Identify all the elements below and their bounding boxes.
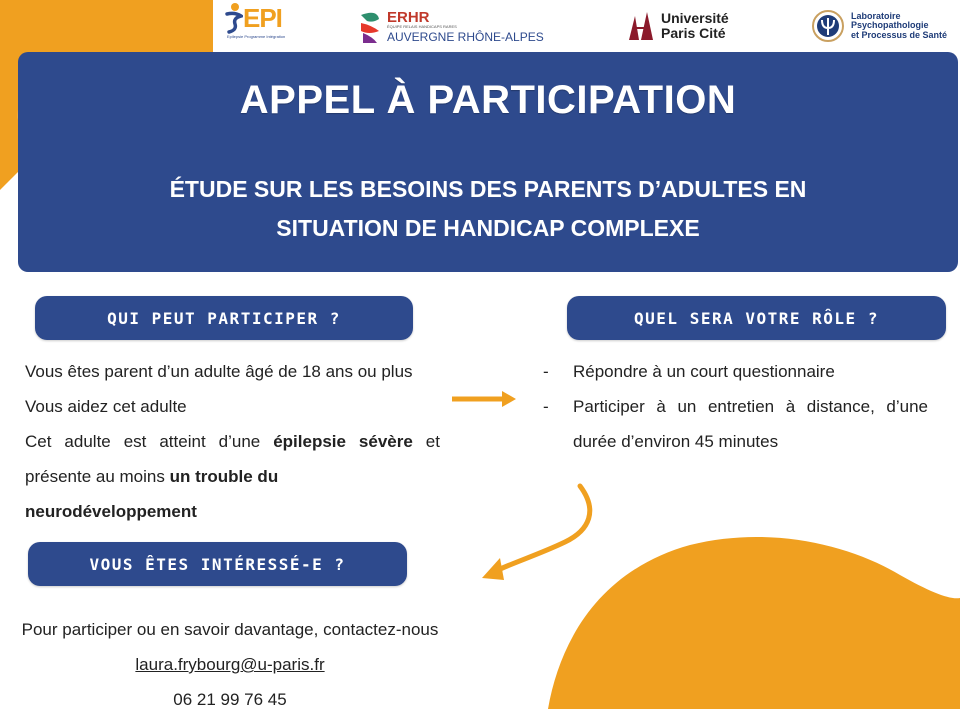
curved-arrow-icon	[470, 480, 610, 590]
eligibility-line3-start: Cet adulte est atteint d’une	[25, 432, 261, 451]
who-can-participate-heading: QUI PEUT PARTICIPER ?	[35, 296, 413, 340]
epi-tagline: Epilepsie Programme Intégration	[227, 34, 286, 39]
contact-intro: Pour participer ou en savoir davantage, contactez-nous	[21, 620, 439, 639]
eligibility-line1: Vous êtes parent d’un adulte âgé de 18 ans ou plus	[25, 362, 413, 381]
university-name-line2: Paris Cité	[661, 25, 726, 41]
laboratoire-logo	[811, 6, 947, 46]
lab-name-line2: Psychopathologie	[851, 20, 929, 31]
banner-subtitle	[18, 170, 958, 248]
erhr-small-caption: ÉQUIPE RELAIS HANDICAPS RARES	[387, 23, 457, 29]
epilepsy-highlight: épilepsie sévère	[273, 432, 413, 451]
role-item-1-text: Répondre à un court questionnaire	[573, 362, 835, 381]
role-item-2-line2: durée d’environ 45 minutes	[573, 432, 779, 451]
banner-subtitle-line2: SITUATION DE HANDICAP COMPLEXE	[276, 215, 700, 241]
epi-logo	[223, 2, 293, 50]
eligibility-line3-end: et	[425, 432, 440, 451]
eligibility-line2: Vous aidez cet adulte	[25, 397, 187, 416]
erhr-region: AUVERGNE RHÔNE-ALPES	[387, 29, 544, 44]
erhr-logo	[359, 6, 544, 46]
arrow-right-icon	[450, 388, 520, 410]
lab-name-line3: et Processus de Santé	[851, 29, 948, 40]
lab-name-line1: Laboratoire	[851, 10, 901, 21]
university-crest-icon	[625, 10, 657, 42]
your-role-heading: QUEL SERA VOTRE RÔLE ?	[567, 296, 946, 340]
bullet-dash: -	[543, 362, 549, 381]
eligibility-line3	[25, 424, 440, 459]
eligibility-line4-start: présente au moins	[25, 467, 165, 486]
eligibility-text	[25, 354, 440, 529]
psi-seal-icon	[811, 9, 845, 43]
epi-logo-text: EPI	[243, 2, 282, 33]
contact-email	[0, 655, 460, 675]
epi-figure-icon	[223, 2, 243, 34]
interested-heading: VOUS ÊTES INTÉRESSÉ-E ?	[28, 542, 407, 586]
erhr-title: ERHR	[387, 8, 430, 26]
eligibility-line4	[25, 459, 440, 529]
university-name-line1: Université	[661, 10, 729, 27]
email-link[interactable]: laura.frybourg@u-paris.fr	[135, 655, 325, 674]
main-banner	[18, 52, 958, 272]
bullet-dash: -	[543, 397, 549, 416]
page-title: APPEL À PARTICIPATION	[239, 78, 737, 122]
neurodevelopment-highlight: un trouble du neurodéveloppement	[25, 467, 279, 521]
role-item-2-line1: Participer à un entretien à distance, d’une	[573, 397, 928, 416]
contact-phone: 06 21 99 76 45	[173, 690, 287, 709]
logo-strip	[213, 0, 960, 52]
erhr-mark-icon	[359, 9, 381, 43]
universite-paris-cite-logo	[625, 8, 729, 44]
banner-subtitle-line1: ÉTUDE SUR LES BESOINS DES PARENTS D’ADULTES EN	[169, 176, 807, 202]
